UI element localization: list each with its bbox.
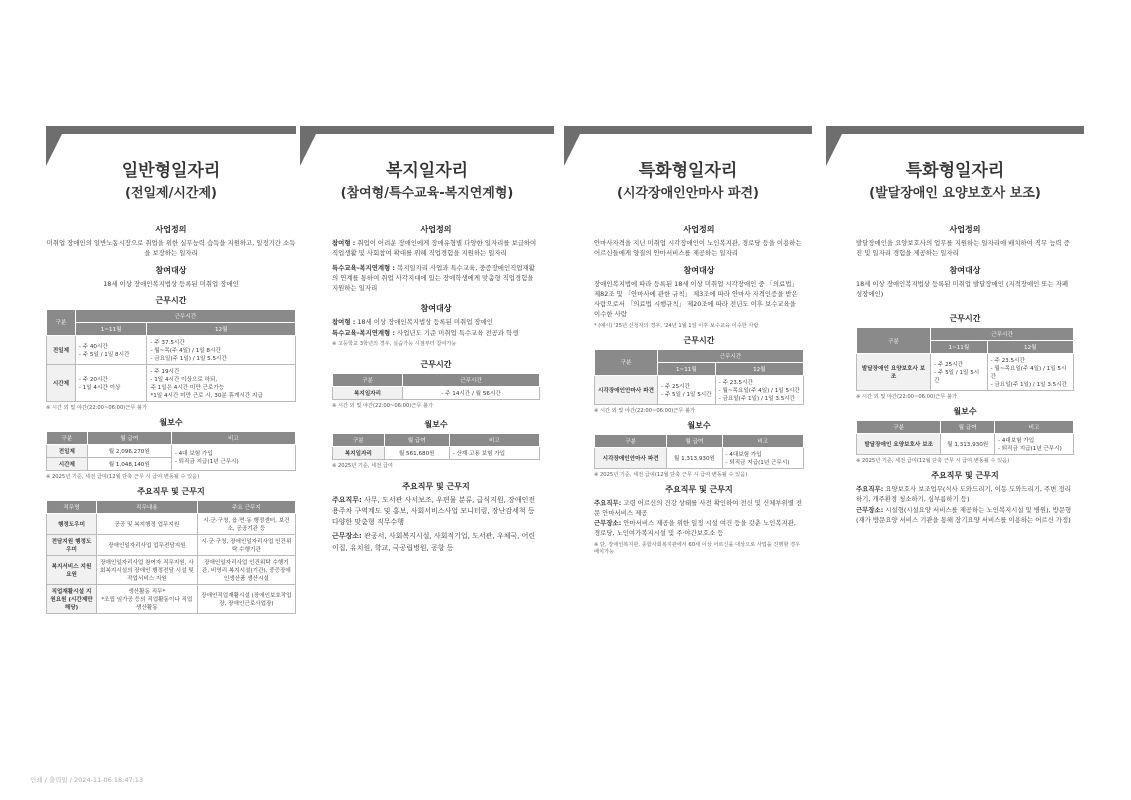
header-bar bbox=[840, 126, 1084, 134]
duty-item: 근무장소: 안마서비스 제공을 위한 일정 시설 여건 등을 갖춘 노인복지관, 경로당, 노인여가복지시설 및 주·야간보호소 등 bbox=[594, 519, 796, 538]
panel-title: 특화형일자리 bbox=[638, 161, 738, 181]
hours-note: ※ 시간 외 및 야간(22:00~06:00)근무 불가 bbox=[856, 394, 957, 400]
section-heading: 참여대상 bbox=[683, 265, 715, 275]
section-heading: 사업정의 bbox=[155, 225, 187, 234]
duty-item: 근무장소: 시설형(시설요양 서비스를 제공하는 노인복지시설 및 병원), 방문형(재가 방문요양 서비스 기관을 통해 장기요양 서비스를 이용하는 어르신 가정) bbox=[856, 505, 1072, 524]
wage-table: 구분 월 급여 비고 전일제 월 2,096,270원 - 4대 보험 가입 - 퇴직금 지급(1년 근무시) 시간제 월 1,048,140원 bbox=[46, 431, 296, 471]
duty-item: 주요직무: 고령 어르신의 건강 상태를 사전 확인하여 전신 및 신체부위별 전문 안마서비스 제공 bbox=[594, 498, 803, 517]
wage-note: ※ 2025년 기준, 세전 급여(12월 단축 근무 시 급여 변동될 수 있음) bbox=[46, 473, 200, 480]
header-bar bbox=[578, 126, 812, 134]
header-bar bbox=[60, 126, 296, 134]
hours-note: ※ 시간 외 및 야간(22:00~06:00)근무 불가 bbox=[46, 404, 147, 411]
duty-item: 주요직무: 사무, 도서관 사서보조, 우편물 분류, 급식지원, 장애인전용주차 구역계도 및 홍보, 사회서비스사업 모니터링, 장난감세척 등 다양한 맞춤형 직무수행 bbox=[332, 495, 536, 527]
target-note: ※ 고등학교 3학년의 경우, 실습가능 시점부터 참여가능 bbox=[332, 340, 457, 347]
target-item: 특수교육-복지연계형 : 사업년도 기준 미취업 특수교육 전공과 학생 bbox=[332, 328, 519, 337]
wage-note: ※ 2025년 기준, 세전 급여 bbox=[332, 462, 393, 469]
panel-welfare bbox=[300, 126, 554, 666]
table-row: 전담지원 행정도우미 장애인일자리사업 업무전담지원 시·군·구청, 장애인일자리사업 인건위탁 수행기관 bbox=[47, 534, 296, 555]
section-heading: 사업정의 bbox=[949, 225, 981, 234]
target-item: 참여형 : 18세 이상 장애인복지법상 등록된 미취업 장애인 bbox=[332, 318, 493, 327]
section-heading: 주요직무 및 근무지 bbox=[931, 471, 999, 480]
panel-subtitle: (시각장애인안마사 파견) bbox=[617, 186, 759, 201]
panel-header bbox=[300, 126, 554, 218]
panel-content bbox=[300, 224, 554, 554]
section-heading: 주요직무 및 근무지 bbox=[665, 484, 733, 494]
section-heading: 근무시간 bbox=[949, 314, 981, 323]
table-row: 전일제 월 2,096,270원 - 4대 보험 가입 - 퇴직금 지급(1년 근무시) bbox=[47, 444, 296, 457]
panel-title: 일반형일자리 bbox=[121, 161, 221, 181]
wage-table: 구분 월 급여 비고 복지일자리 월 561,680원 - 산재·고용 보험 가입 bbox=[332, 433, 540, 460]
wage-note: ※ 2025년 기준, 세전 급여(12월 단축 근무 시 급여 변동될 수 있음) bbox=[856, 458, 1010, 464]
section-heading: 사업정의 bbox=[683, 225, 715, 234]
definition-text: 발달장애인을 요양보호사의 업무를 지원하는 일자리에 배치하여 직무 능력 증진 및 일자리 경험을 제공하는 일자리 bbox=[856, 239, 1070, 258]
section-heading: 근무시간 bbox=[420, 359, 452, 369]
hours-table bbox=[46, 309, 296, 402]
panel-title: 복지일자리 bbox=[385, 161, 469, 181]
print-footer: 인쇄 / 출력일 / 2024-11-06 18:47:13 bbox=[30, 776, 144, 784]
target-text: 18세 이상 장애인복지법상 등록된 미취업 장애인 bbox=[103, 279, 239, 288]
panel-content bbox=[826, 224, 1084, 525]
panel-massage bbox=[564, 126, 812, 666]
section-heading: 참여대상 bbox=[155, 265, 187, 275]
section-heading: 참여대상 bbox=[420, 304, 452, 314]
section-heading: 주요직무 및 근무지 bbox=[402, 481, 470, 491]
col-dec: 12월 bbox=[147, 322, 296, 335]
panel-content bbox=[564, 224, 812, 555]
table-row: 복지서비스 지원요원 장애인일자리사업 참여자 직무지원, 사회복지시설의 장애인 행정전담 시설 및 작업서비스 지원 장애인일자리사업 인건위탁 수행기관, 비영리 복지시설(기관), 중증장애인생산품 생산시설 bbox=[47, 555, 296, 584]
panel-general bbox=[46, 126, 296, 666]
definition-text: 미취업 장애인의 일반노동시장으로 취업을 위한 실무능력 습득을 지원하고, 일정기간 소득을 보장하는 일자리 bbox=[46, 239, 296, 258]
table-row: 시간제 - 주 20시간 - 1일 4시간 이상 - 주 19시간 - 1일 4시간 이상으로 하되, 주 1일은 4시간 미만 근로가능 *1일 4시간 미만 근로 시, 30분 휴게시간 지급 bbox=[47, 364, 296, 401]
duty-item: 근무장소: 관공서, 사회복지시설, 사회적기업, 도서관, 우체국, 어린이집, 유치원, 학교, 국공립병원, 공항 등 bbox=[332, 532, 536, 552]
panel-subtitle: (참여형/특수교육-복지연계형) bbox=[340, 186, 514, 201]
panel-header bbox=[46, 126, 296, 218]
definition-item: 특수교육-복지연계형 : 복지일자리 사업과 특수교육, 중증장애인직업재활의 연계를 통하여 취업 사각지대에 있는 장애학생에게 맞춤형 직업경험을 지원하는 일자리 bbox=[332, 263, 535, 292]
section-heading: 월보수 bbox=[687, 420, 711, 430]
table-row: 직업재활시설 지원요원 (시간제만 해당) 생산활동 직무* *조립 임가공 등의 직업활동이나 직업생산활동 장애인직업재활시설 (장애인보호작업장, 장애인근로사업장) bbox=[47, 584, 296, 613]
table-row: 시각장애인안마사 파견 - 주 25시간 - 주 5일 / 1일 5시간 - 주 23.5시간 - 월~목요일(주 4일) / 1일 5시간 - 금요일(주 1일) / 1일 3.5시간 bbox=[595, 375, 804, 404]
hours-table: 구분 근무시간 복지일자리 - 주 14시간 / 월 56시간 bbox=[332, 373, 540, 400]
table-row: 복지일자리 - 주 14시간 / 월 56시간 bbox=[333, 386, 540, 399]
panel-header bbox=[564, 126, 812, 218]
section-heading: 근무시간 bbox=[683, 335, 715, 345]
definition-text: 안마사자격을 지닌 미취업 시각장애인이 노인복지관, 경로당 등을 이용하는 어르신들에게 양질의 안마서비스를 제공하는 일자리 bbox=[594, 239, 802, 258]
hours-table: 구분 근무시간 1~11월 12월 시각장애인안마사 파견 - 주 25시간 - 주 5일 / 1일 5시간 - 주 23.5시간 - 월~목요일(주 4일) / 1일 5시간 - 금요일(주 1일) / 1일 3.5시간 bbox=[594, 349, 804, 405]
table-row: 시각장애인안마사 파견 월 1,313,930원 - 4대보험 가입 - 퇴직금 지급(1년 근무시) bbox=[595, 447, 804, 468]
target-text: 장애인복지법에 따라 등록된 18세 이상 미취업 시각장애인 중 「의료법」 제82조 및 「안마사에 관한 규칙」 제3조에 따라 안마사 자격인증을 받은 사람으로서 「의료법 시행규칙」 제20조에 따라 전년도 이후 보수교육을 이수한 사람 bbox=[594, 279, 798, 319]
wage-table: 구분 월 급여 비고 시각장애인안마사 파견 월 1,313,930원 - 4대보험 가입 - 퇴직금 지급(1년 근무시) bbox=[594, 434, 804, 469]
duty-table: 직무명 직무내용 주요 근무지 행정도우미 공공 및 복지행정 업무지원 시·군·구청, 읍·면·동 행정센터, 보건소, 공공기관 등 전담지원 행정도우미 장애인일자리사업 업무전담지원 시·군·구청, 장애인일자리사업 인건위탁 수행기관 복지서비스 지원요원 장애인일자리사업 참여자 직무지원, 사회복지시설의 장애인 행정전담 시설 및 작업서비스 지원 장애인일자리사업 인건위탁 수행기관, 비영리 복지시설(기관), 중증장애인생산품 생산시설 직업재활시설 지원요원 (시간제만 해당) 생산활동 직무* *조립 임가공 등의 직업활동이나 직업생산활동 장애인직업재활시설 (장애인보호작업장, 장애인근로사업장) bbox=[46, 500, 296, 614]
wage-table: 구분 월 급여 비고 발달장애인 요양보호사 보조 월 1,313,930원 - 4대보험 가입 - 퇴직금 지급(1년 근무시) bbox=[856, 420, 1074, 455]
table-row: 복지일자리 월 561,680원 - 산재·고용 보험 가입 bbox=[333, 446, 540, 459]
col-nov: 1~11월 bbox=[75, 322, 147, 335]
hours-note: ※ 시간 외 및 야간(22:00~06:00)근무 불가 bbox=[332, 402, 433, 409]
section-heading: 월보수 bbox=[159, 417, 183, 427]
section-heading: 월보수 bbox=[953, 407, 977, 416]
table-row: 발달장애인 요양보호사 보조 월 1,313,930원 - 4대보험 가입 - 퇴직금 지급(1년 근무시) bbox=[857, 434, 1074, 455]
table-row: 발달장애인 요양보호사 보조 - 주 25시간 - 주 5일 / 1일 5시간 - 주 23.5시간 - 월~목요일(주 4일) / 1일 5시간 - 금요일(주 1일) / 1일 3.5시간 bbox=[857, 354, 1074, 391]
section-heading: 월보수 bbox=[424, 419, 448, 429]
hours-note: ※ 시간 외 및 야간(22:00~06:00)근무 불가 bbox=[594, 407, 695, 414]
hours-table: 구분 근무시간 1~11월 12월 발달장애인 요양보호사 보조 - 주 25시간 - 주 5일 / 1일 5시간 - 주 23.5시간 - 월~목요일(주 4일) / 1일 5시간 - 금요일(주 1일) / 1일 3.5시간 bbox=[856, 327, 1074, 391]
section-heading: 근무시간 bbox=[155, 295, 187, 305]
col-hours: 근무시간 bbox=[75, 309, 295, 322]
panel-title: 특화형일자리 bbox=[905, 161, 1005, 181]
section-heading: 참여대상 bbox=[949, 265, 981, 275]
table-row: 행정도우미 공공 및 복지행정 업무지원 시·군·구청, 읍·면·동 행정센터, 보건소, 공공기관 등 bbox=[47, 513, 296, 534]
wage-note: ※ 2025년 기준, 세전 급여(12월 단축 근무 시 급여 변동될 수 있음) bbox=[594, 471, 748, 478]
duty-item: 주요직무: 요양보호사 보조업무(식사 도와드리기, 이동 도와드리기, 주변 정리하기, 개주환경 청소하기, 심부름하기 등) bbox=[856, 485, 1071, 504]
target-note: * (예시) '25년 신청자의 경우, '24년 1월 1일 이후 보수교육 이수한 사람 bbox=[594, 322, 759, 329]
table-row: 시간제 월 1,048,140원 bbox=[47, 457, 296, 470]
panel-subtitle: (발달장애인 요양보호사 보조) bbox=[869, 186, 1041, 201]
header-bar bbox=[314, 126, 554, 134]
section-heading: 주요직무 및 근무지 bbox=[137, 486, 205, 496]
table-row: 전일제 - 주 40시간 - 주 5일 / 1일 8시간 - 주 37.5시간 - 월~목(주 4일) / 1일 8시간 - 금요일(주 1일) / 1일 5.5시간 bbox=[47, 335, 296, 364]
panel-subtitle: (전일제/시간제) bbox=[125, 186, 217, 201]
panel-header bbox=[826, 126, 1084, 218]
target-text: 18세 이상 장애인복지법상 등록된 미취업 발달장애인 (지적장애인 또는 자폐성장애인) bbox=[856, 279, 1069, 298]
col-gubun: 구분 bbox=[47, 309, 76, 335]
section-heading: 사업정의 bbox=[420, 225, 452, 234]
definition-item: 참여형 : 취업이 어려운 장애인에게 장애유형별 다양한 일자리를 보급하여 직업생활 및 사회참여 확대를 위해 직업경험을 지원하는 일자리 bbox=[332, 239, 537, 258]
duty-note: ※ 단, 장애인복지관, 종합사회복지관에서 60세 이상 어르신을 대상으로 사업을 진행할 경우 배치가능 bbox=[594, 541, 801, 555]
panel-care-assistant bbox=[826, 126, 1084, 666]
